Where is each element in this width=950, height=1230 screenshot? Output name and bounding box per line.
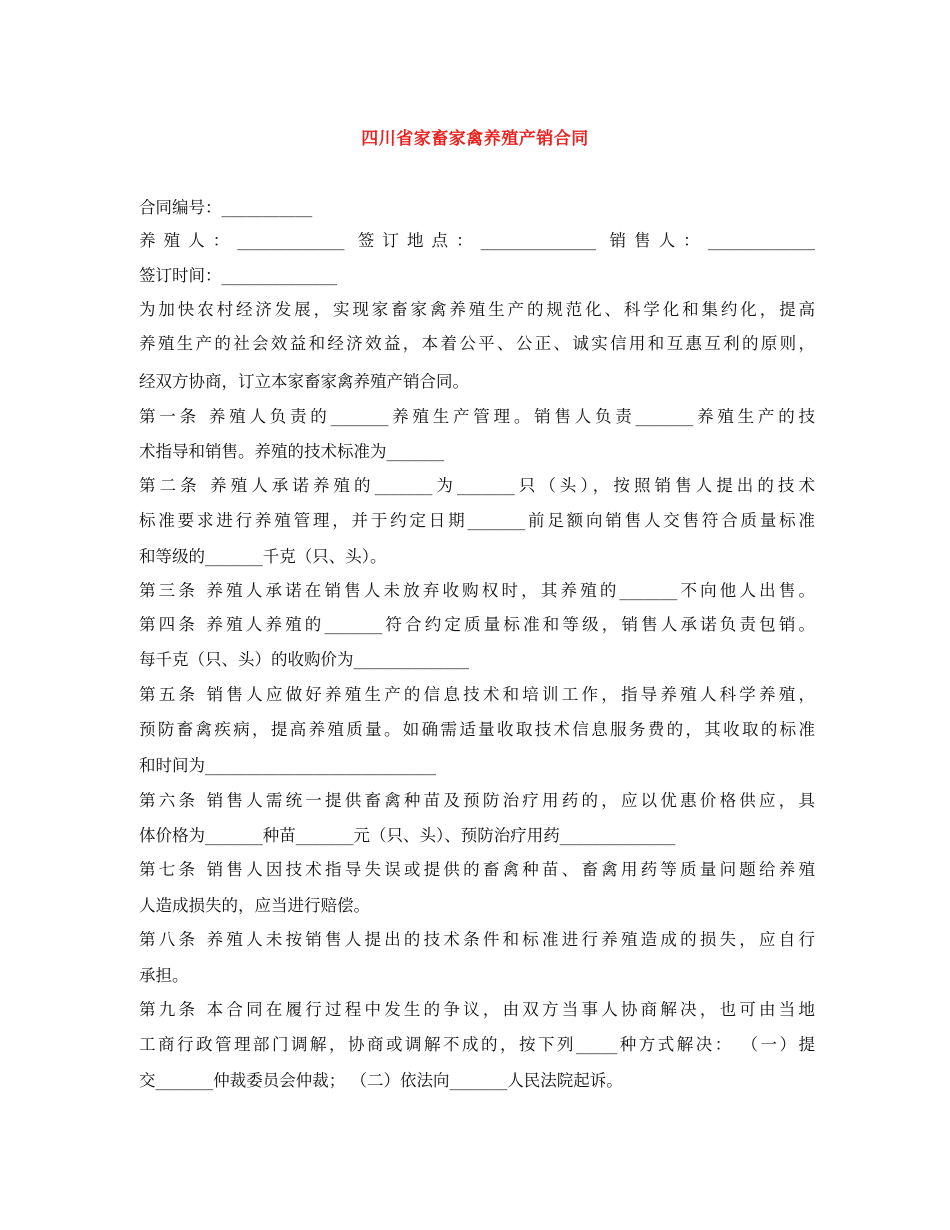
document-title: 四川省家畜家禽养殖产销合同 [361, 129, 589, 149]
article-8-line: 承担。 [139, 966, 189, 985]
article-2-line: 和等级的_______千克（只、头）。 [139, 547, 387, 566]
preamble-line: 为加快农村经济发展，实现家畜家禽养殖生产的规范化、科学化和集约化，提高 [139, 300, 815, 319]
article-6-line: 第六条 销售人需统一提供畜禽种苗及预防治疗用药的，应以优惠价格供应，具 [139, 791, 815, 810]
article-2-line: 第二条 养殖人承诺养殖的_______为_______只（头），按照销售人提出的技术 [139, 476, 815, 495]
preamble-line: 经双方协商，订立本家畜家禽养殖产销合同。 [139, 372, 469, 391]
article-2-line: 标准要求进行养殖管理，并于约定日期_______前足额向销售人交售符合质量标准 [139, 511, 815, 530]
article-5-line: 预防畜禽疾病，提高养殖质量。如确需适量收取技术信息服务费的，其收取的标准 [139, 720, 815, 739]
signing-time-line: 签订时间：______________ [139, 266, 337, 285]
article-1-line: 术指导和销售。养殖的技术标准为_______ [139, 442, 445, 461]
article-7-line: 第七条 销售人因技术指导失误或提供的畜禽种苗、畜禽用药等质量问题给养殖 [139, 860, 815, 879]
article-9-line: 交_______仲裁委员会仲裁； （二）依法向_______人民法院起诉。 [139, 1071, 623, 1090]
preamble-line: 养殖生产的社会效益和经济效益，本着公平、公正、诚实信用和互惠互利的原则， [139, 334, 815, 353]
article-5-line: 第五条 销售人应做好养殖生产的信息技术和培训工作，指导养殖人科学养殖， [139, 685, 815, 704]
article-3-line: 第三条 养殖人承诺在销售人未放弃收购权时，其养殖的_______不向他人出售。 [139, 581, 815, 600]
article-4-line: 每千克（只、头）的收购价为______________ [139, 650, 469, 669]
article-1-line: 第一条 养殖人负责的_______养殖生产管理。销售人负责_______养殖生产的技 [139, 407, 815, 426]
article-8-line: 第八条 养殖人未按销售人提出的技术条件和标准进行养殖造成的损失，应自行 [139, 930, 815, 949]
article-4-line: 第四条 养殖人养殖的_______符合约定质量标准和等级，销售人承诺负责包销。 [139, 615, 815, 634]
parties-line: 养殖人：_____________ 签订地点：______________ 销售人：_____________ [139, 231, 815, 250]
article-5-line: 和时间为____________________________ [139, 756, 436, 775]
contract-number-line: 合同编号：___________ [139, 198, 313, 217]
article-9-line: 工商行政管理部门调解，协商或调解不成的，按下列_____种方式解决： （一）提 [139, 1035, 815, 1054]
article-6-line: 体价格为_______种苗_______元（只、头）、预防治疗用药______________ [139, 826, 676, 845]
article-7-line: 人造成损失的，应当进行赔偿。 [139, 896, 370, 915]
article-9-line: 第九条 本合同在履行过程中发生的争议，由双方当事人协商解决，也可由当地 [139, 1000, 815, 1019]
